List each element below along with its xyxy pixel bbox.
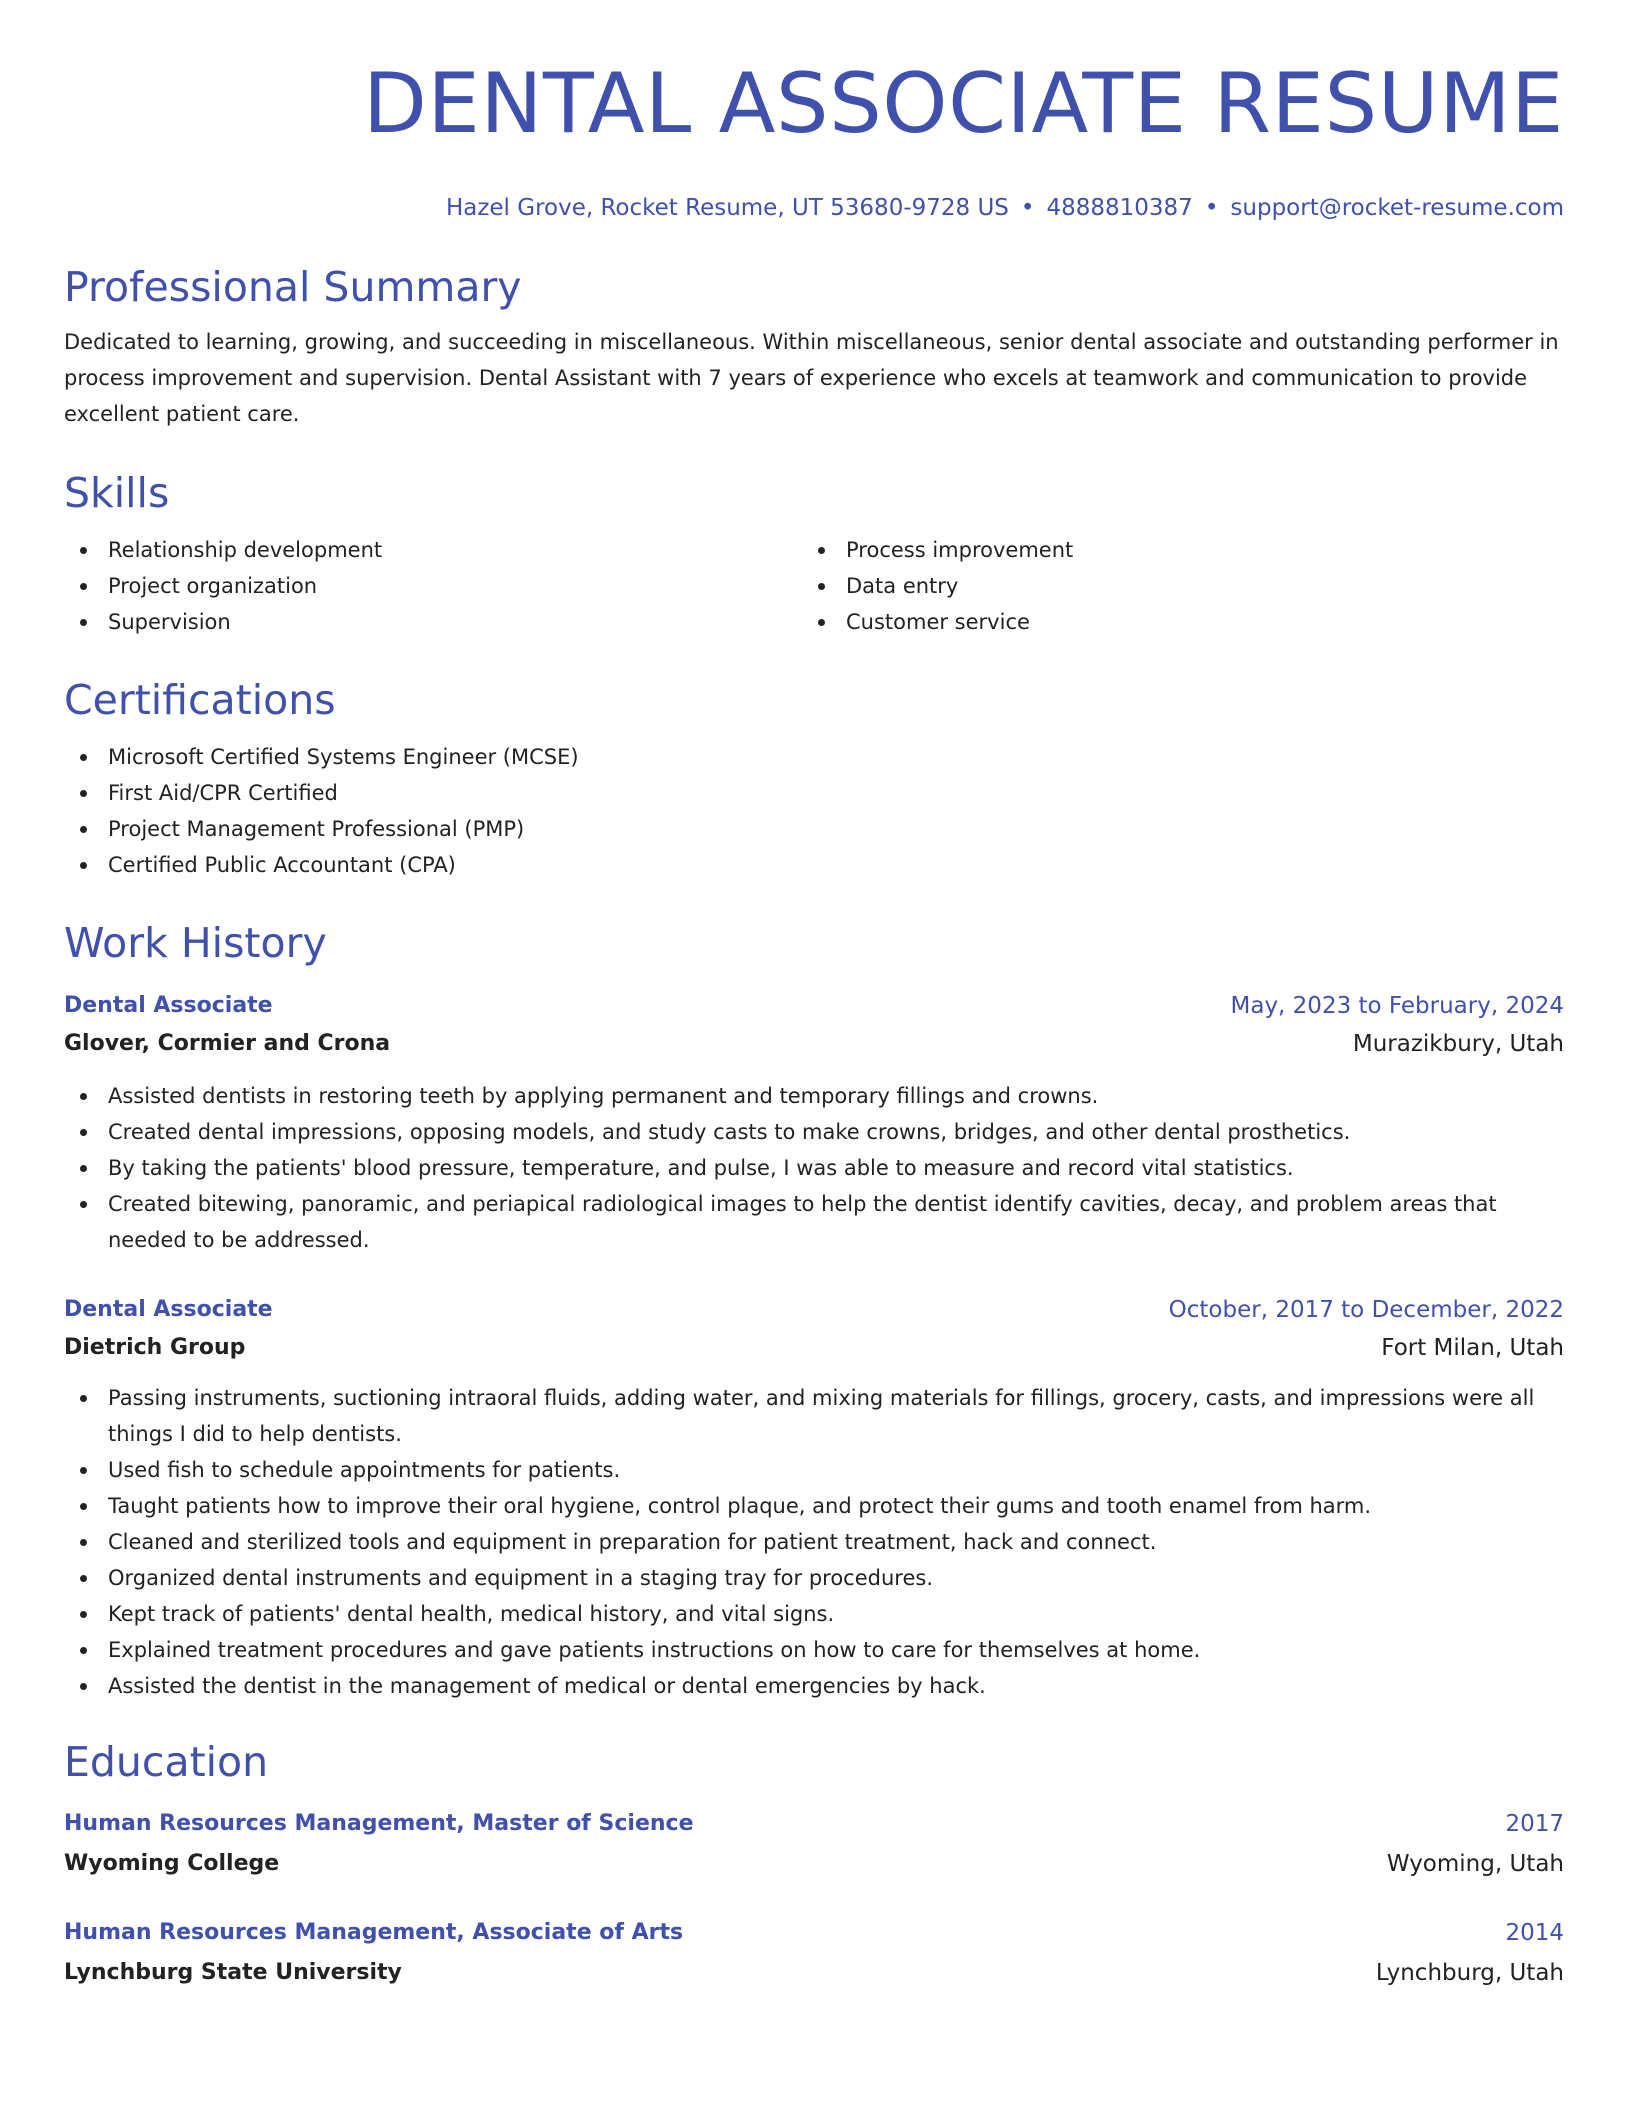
education-header [64,1915,1564,1951]
education-subheader [64,1955,1564,1991]
skill-item: Customer service [802,604,1540,640]
job-dates: May, 2023 to February, 2024 [1230,993,1564,1019]
education-school: Wyoming College [64,1851,280,1876]
job-header [64,1292,1564,1328]
certification-item: Microsoft Certified Systems Engineer (MCSE) [64,739,1564,775]
job-entry [64,1292,1564,1704]
contact-separator: • [1020,195,1035,221]
job-title: Dental Associate [64,1297,273,1322]
skills-section [64,468,1564,640]
job-entry [64,988,1564,1258]
job-bullet: Assisted dentists in restoring teeth by applying permanent and temporary fillings and crowns. [64,1078,1564,1114]
education-school: Lynchburg State University [64,1960,402,1985]
certifications-section [64,675,1564,883]
education-subheader [64,1846,1564,1882]
skills-list-left [64,532,802,640]
job-bullet: Organized dental instruments and equipment in a staging tray for procedures. [64,1560,1564,1596]
education-location: Wyoming, Utah [1386,1851,1564,1877]
education-header [64,1806,1564,1842]
job-company: Dietrich Group [64,1335,246,1360]
education-year: 2014 [1505,1920,1564,1946]
skills-list-right [802,532,1540,640]
education-entry [64,1806,1564,1882]
contact-line [64,194,1564,222]
job-subheader [64,1026,1564,1062]
skills-heading: Skills [64,469,170,517]
summary-text: Dedicated to learning, growing, and succeeding in miscellaneous. Within miscellaneous, senior dental associate and outstanding performer in process improvement and supervision. Dental Assistant with 7 years of experience who excels at teamwork and communication to provide excellent patient care. [64,330,1559,426]
education-location: Lynchburg, Utah [1375,1960,1564,1986]
certification-item: First Aid/CPR Certified [64,775,1564,811]
contact-email[interactable]: support@rocket-resume.com [1230,195,1564,221]
resume-header [64,0,1564,222]
job-bullet: Cleaned and sterilized tools and equipment in preparation for patient treatment, hack and connect. [64,1524,1564,1560]
job-dates: October, 2017 to December, 2022 [1168,1297,1564,1323]
job-bullet: Created bitewing, panoramic, and periapical radiological images to help the dentist identify cavities, decay, and problem areas that needed to be addressed. [64,1186,1564,1258]
job-location: Murazikbury, Utah [1352,1031,1564,1057]
education-degree: Human Resources Management, Master of Science [64,1811,694,1836]
contact-address: Hazel Grove, Rocket Resume, UT 53680-9728 US [445,195,1009,221]
contact-separator: • [1204,195,1219,221]
job-header [64,988,1564,1024]
contact-phone[interactable]: 4888810387 [1046,195,1193,221]
skill-item: Supervision [64,604,802,640]
skill-item: Project organization [64,568,802,604]
education-year: 2017 [1505,1811,1564,1837]
job-bullet: Passing instruments, suctioning intraoral fluids, adding water, and mixing materials for fillings, grocery, casts, and impressions were all things I did to help dentists. [64,1380,1564,1452]
summary-heading: Professional Summary [64,263,522,311]
job-bullets [64,1380,1564,1704]
job-bullet: Created dental impressions, opposing models, and study casts to make crowns, bridges, and other dental prosthetics. [64,1114,1564,1150]
job-bullet: Used fish to schedule appointments for patients. [64,1452,1564,1488]
job-bullet: By taking the patients' blood pressure, temperature, and pulse, I was able to measure and record vital statistics. [64,1150,1564,1186]
skill-item: Relationship development [64,532,802,568]
work-history-section [64,918,1564,968]
skills-grid [64,532,1564,640]
certification-item: Certified Public Accountant (CPA) [64,847,1564,883]
job-bullet: Taught patients how to improve their oral hygiene, control plaque, and protect their gums and tooth enamel from harm. [64,1488,1564,1524]
certifications-list [64,739,1564,883]
resume-title: DENTAL ASSOCIATE RESUME [363,55,1564,152]
job-bullets [64,1078,1564,1258]
education-heading: Education [64,1738,269,1786]
education-degree: Human Resources Management, Associate of Arts [64,1920,684,1945]
skill-item: Data entry [802,568,1540,604]
certifications-heading: Certifications [64,676,336,724]
job-bullet: Assisted the dentist in the management of medical or dental emergencies by hack. [64,1668,1564,1704]
work-history-heading: Work History [64,919,327,967]
job-location: Fort Milan, Utah [1381,1335,1564,1361]
job-bullet: Explained treatment procedures and gave patients instructions on how to care for themselves at home. [64,1632,1564,1668]
education-entry [64,1915,1564,1991]
job-title: Dental Associate [64,993,273,1018]
summary-section [64,262,1564,432]
certification-item: Project Management Professional (PMP) [64,811,1564,847]
skill-item: Process improvement [802,532,1540,568]
job-bullet: Kept track of patients' dental health, medical history, and vital signs. [64,1596,1564,1632]
education-section [64,1737,1564,1787]
job-subheader [64,1330,1564,1366]
job-company: Glover, Cormier and Crona [64,1031,391,1056]
